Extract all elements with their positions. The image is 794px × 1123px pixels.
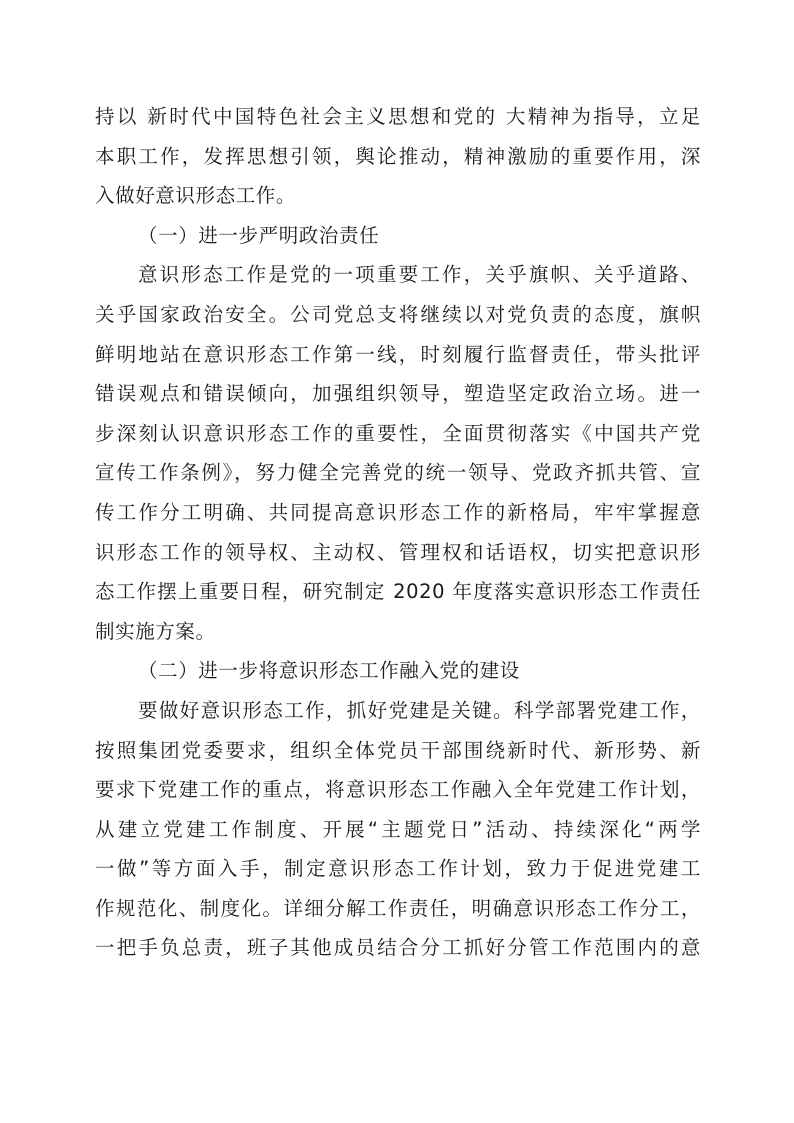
document-body <box>95 97 701 968</box>
document-line: 意识形态工作是党的一项重要工作，关乎旗帜、关乎道路、 <box>138 263 701 287</box>
document-line: 一做”等方面入手，制定意识形态工作计划，致力于促进党建工 <box>95 857 701 881</box>
document-line: 从建立党建工作制度、开展“主题党日”活动、持续深化“两学 <box>95 817 701 841</box>
document-line: 传工作分工明确、共同提高意识形态工作的新格局，牢牢掌握意 <box>95 500 701 524</box>
document-line: 本职工作，发挥思想引领，舆论推动，精神激励的重要作用，深 <box>95 144 701 168</box>
document-line: 错误观点和错误倾向，加强组织领导，塑造坚定政治立场。进一 <box>95 382 701 406</box>
document-line: 识形态工作的领导权、主动权、管理权和话语权，切实把意识形 <box>95 540 701 564</box>
document-line: 一把手负总责，班子其他成员结合分工抓好分管工作范围内的意 <box>95 936 701 960</box>
document-line: 要求下党建工作的重点，将意识形态工作融入全年党建工作计划， <box>95 778 701 802</box>
document-line: 步深刻认识意识形态工作的重要性，全面贯彻落实《中国共产党 <box>95 421 701 445</box>
document-line: 宣传工作条例》，努力健全完善党的统一领导、党政齐抓共管、宣 <box>95 461 701 485</box>
document-line: 作规范化、制度化。详细分解工作责任，明确意识形态工作分工， <box>95 896 701 920</box>
document-line: 关乎国家政治安全。公司党总支将继续以对党负责的态度，旗帜 <box>95 302 701 326</box>
document-line: 入做好意识形态工作。 <box>95 184 297 208</box>
document-line: 态工作摆上重要日程，研究制定 2020 年度落实意识形态工作责任 <box>95 580 701 604</box>
document-line: 持以 新时代中国特色社会主义思想和党的 大精神为指导，立足 <box>95 105 701 128</box>
document-line: （一）进一步严明政治责任 <box>138 223 380 247</box>
document-line: 鲜明地站在意识形态工作第一线，时刻履行监督责任，带头批评 <box>95 342 701 366</box>
document-line: 要做好意识形态工作，抓好党建是关键。科学部署党建工作， <box>138 698 701 722</box>
document-line: 按照集团党委要求，组织全体党员干部围绕新时代、新形势、新 <box>95 738 701 762</box>
document-line: （二）进一步将意识形态工作融入党的建设 <box>138 659 520 683</box>
document-line: 制实施方案。 <box>95 619 216 643</box>
